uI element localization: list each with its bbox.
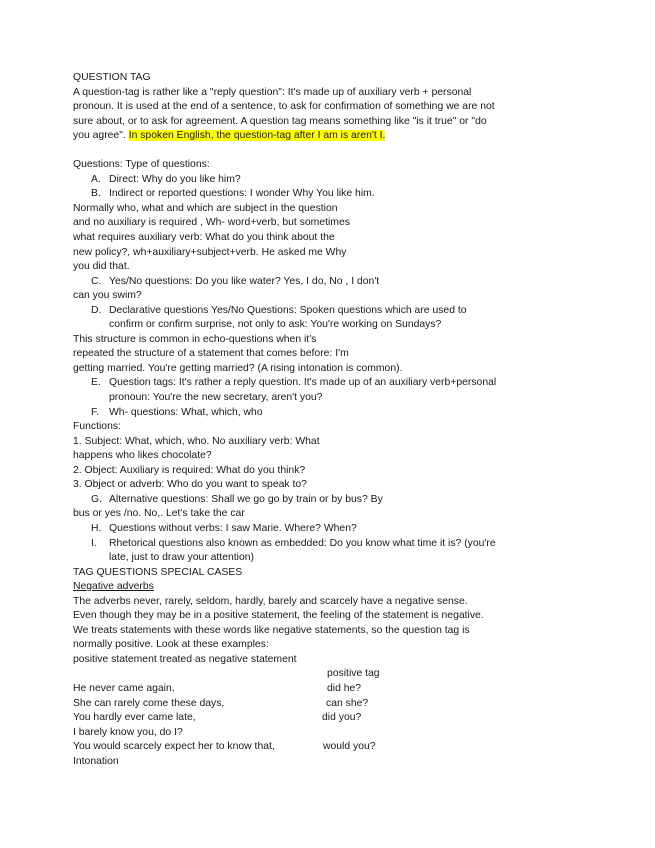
body-line: Functions: — [73, 421, 121, 433]
list-item-text: Direct: Why do you like him? — [109, 173, 241, 185]
list-item-text: Wh- questions: What, which, who — [109, 406, 263, 418]
list-marker: G. — [91, 493, 102, 505]
body-line: bus or yes /no. No,. Let's take the car — [73, 508, 245, 520]
statement-cell: She can rarely come these days, — [73, 697, 225, 709]
body-line: Normally who, what and which are subject in the question — [73, 202, 338, 214]
subheading-text: Negative adverbs — [73, 581, 154, 593]
table-row — [73, 726, 533, 741]
list-item-continuation: confirm or confirm surprise, not only to ask: You're working on Sundays? — [109, 319, 442, 331]
intro-line-4-text: you agree". — [73, 130, 129, 142]
list-item-a — [73, 173, 533, 188]
list-marker: F. — [91, 406, 100, 418]
list-item-c — [73, 275, 533, 290]
tag-cell: can she? — [326, 697, 369, 709]
list-item-text: Alternative questions: Shall we go go by train or by bus? By — [109, 493, 383, 505]
list-item-d — [73, 304, 533, 319]
list-item-e — [73, 376, 533, 391]
list-item-continuation: pronoun: You're the new secretary, aren't you? — [109, 392, 323, 404]
body-line: and no auxiliary is required , Wh- word+verb, but sometimes — [73, 217, 350, 229]
list-item-text: Question tags: It's rather a reply question. It's made up of an auxiliary verb+personal — [109, 377, 497, 389]
body-line: can you swim? — [73, 290, 142, 302]
body-line: getting married. You're getting married? (A rising intonation is common). — [73, 362, 403, 374]
list-item-continuation: late, just to draw your attention) — [109, 552, 254, 564]
body-line: This structure is common in echo-questions when it's — [73, 333, 317, 345]
body-line: repeated the structure of a statement that comes before: I'm — [73, 348, 349, 360]
intonation-heading: Intonation — [73, 755, 119, 767]
body-line: what requires auxiliary verb: What do you think about the — [73, 232, 335, 244]
document-title: QUESTION TAG — [73, 72, 151, 83]
intro-line-4 — [73, 129, 533, 144]
list-item-h — [73, 522, 533, 537]
intro-line-2: pronoun. It is used at the end of a sentence, to ask for confirmation of something we are not — [73, 101, 495, 113]
table-left-header: positive statement treated as negative statement — [73, 653, 297, 665]
table-row — [73, 697, 533, 712]
statement-cell: He never came again, — [73, 682, 175, 694]
statement-cell: You would scarcely expect her to know that, — [73, 741, 275, 753]
list-marker: D. — [91, 304, 102, 316]
spacer — [73, 144, 533, 159]
body-line: 1. Subject: What, which, who. No auxiliary verb: What — [73, 435, 320, 447]
body-line: happens who likes chocolate? — [73, 450, 212, 462]
list-item-text: Yes/No questions: Do you like water? Yes, I do, No , I don't — [109, 275, 380, 287]
section-heading: TAG QUESTIONS SPECIAL CASES — [73, 566, 243, 578]
tag-cell: did you? — [322, 712, 362, 724]
list-item-text: Rhetorical questions also known as embedded: Do you know what time it is? (you're — [109, 537, 496, 549]
types-heading: Questions: Type of questions: — [73, 159, 210, 171]
table-row — [73, 740, 533, 755]
document-body — [73, 71, 533, 769]
list-marker: H. — [91, 522, 102, 534]
list-marker: E. — [91, 377, 101, 389]
statement-cell: I barely know you, do I? — [73, 726, 183, 738]
list-marker: I. — [91, 537, 97, 549]
list-item-g — [73, 493, 533, 508]
table-row — [73, 682, 533, 697]
list-item-b — [73, 187, 533, 202]
intro-line-1: A question-tag is rather like a "reply question": It's made up of auxiliary verb + personal — [73, 86, 472, 98]
body-line: 2. Object: Auxiliary is required: What do you think? — [73, 464, 306, 476]
paragraph-line: normally positive. Look at these examples: — [73, 639, 269, 651]
list-marker: C. — [91, 275, 102, 287]
tag-cell: did he? — [327, 682, 362, 694]
body-line: 3. Object or adverb: Who do you want to speak to? — [73, 479, 307, 491]
list-item-text: Declarative questions Yes/No Questions: Spoken questions which are used to — [109, 304, 467, 316]
paragraph-line: The adverbs never, rarely, seldom, hardly, barely and scarcely have a negative sense. — [73, 595, 468, 607]
paragraph-line: Even though they may be in a positive statement, the feeling of the statement is negative. — [73, 610, 484, 622]
statement-cell: You hardly ever came late, — [73, 712, 196, 724]
list-item-f — [73, 406, 533, 421]
table-header-row — [73, 667, 533, 682]
paragraph-line: We treats statements with these words like negative statements, so the question tag is — [73, 624, 470, 636]
table-right-header: positive tag — [327, 668, 380, 680]
list-item-text: Indirect or reported questions: I wonder Why You like him. — [109, 188, 375, 200]
list-item-i — [73, 537, 533, 552]
tag-cell: would you? — [323, 741, 376, 753]
section-subheading — [73, 580, 533, 595]
intro-line-3: sure about, or to ask for agreement. A question tag means something like "is it true" or "do — [73, 115, 487, 127]
body-line: you did that. — [73, 261, 130, 273]
list-marker: B. — [91, 188, 101, 200]
highlighted-note: In spoken English, the question-tag after I am is aren't I. — [128, 130, 386, 142]
body-line: new policy?, wh+auxiliary+subject+verb. He asked me Why — [73, 246, 347, 258]
list-marker: A. — [91, 173, 101, 185]
table-row — [73, 711, 533, 726]
list-item-text: Questions without verbs: I saw Marie. Where? When? — [109, 522, 357, 534]
